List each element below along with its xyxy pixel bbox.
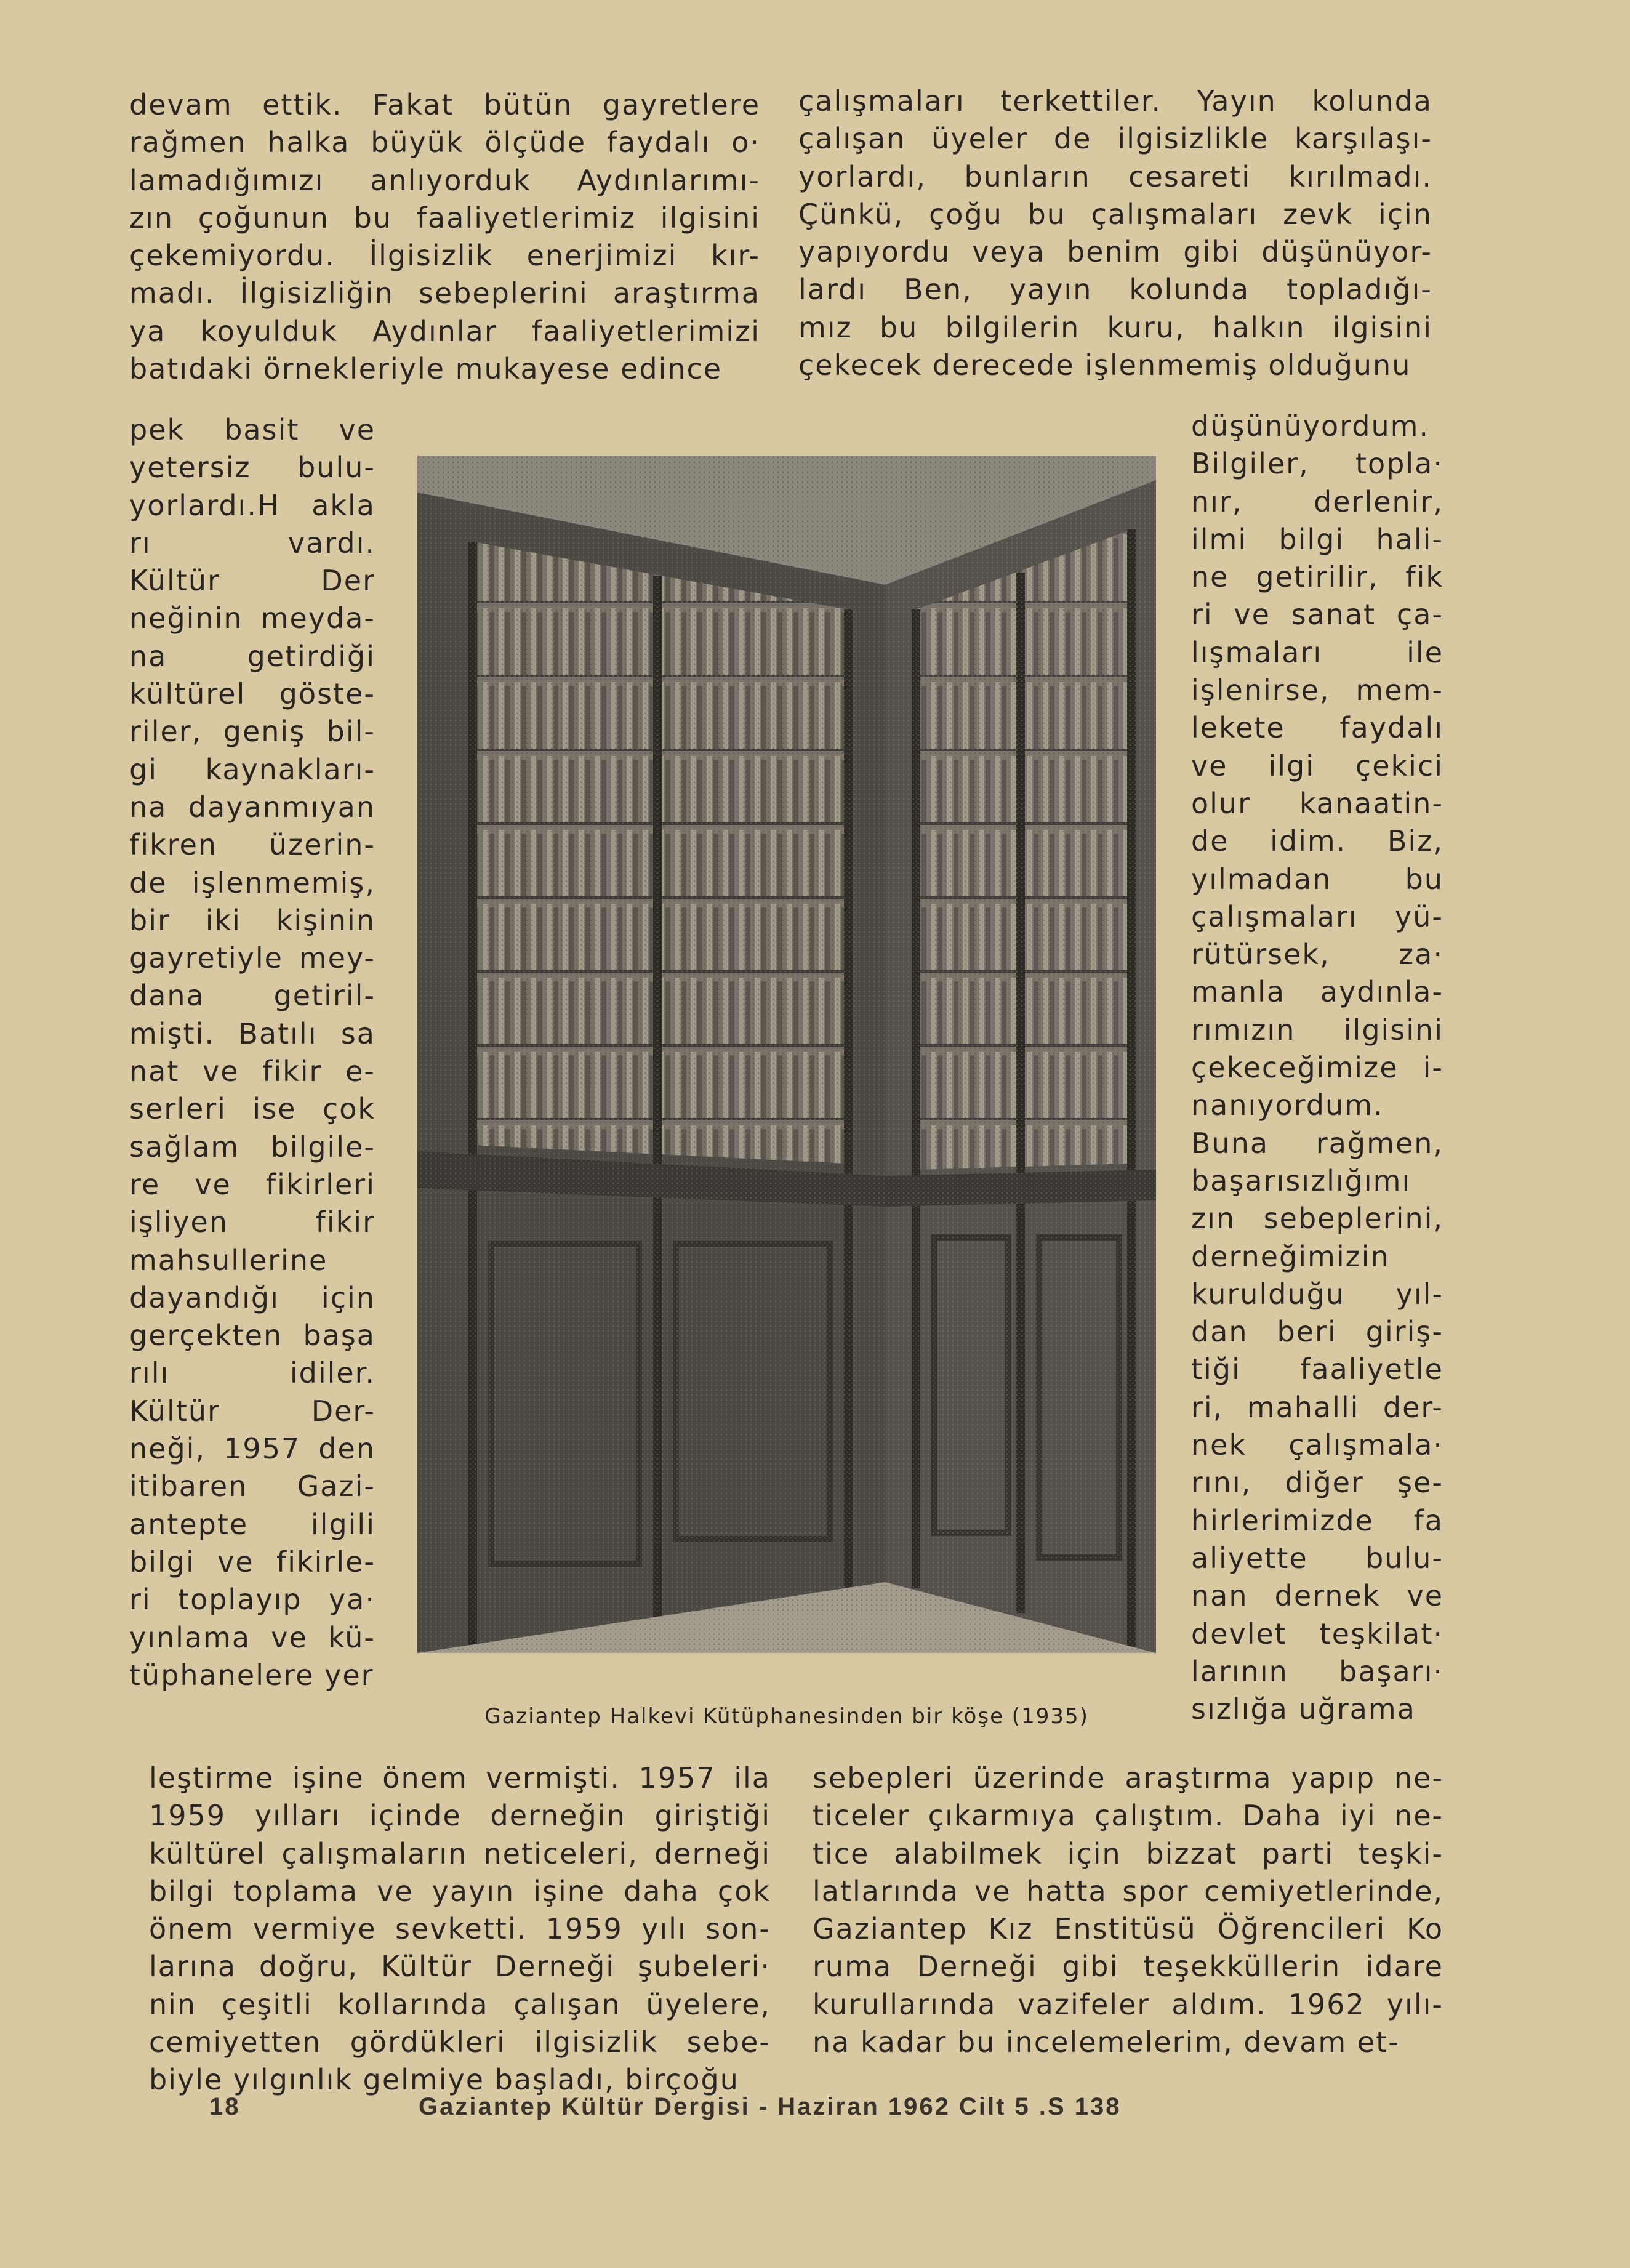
text-line: önem vermiye sevketti. 1959 yılı son-	[149, 1912, 771, 1946]
text-line: mız bu bilgilerin kuru, halkın ilgisini	[798, 310, 1432, 344]
text-line: sağlam bilgile-	[129, 1130, 375, 1164]
text-line: nek çalışmala·	[1191, 1428, 1443, 1462]
text-line: ri ve sanat ça-	[1191, 598, 1443, 632]
text-line: yılmadan bu	[1191, 862, 1443, 896]
article-right-narrow	[1191, 408, 1443, 1728]
text-line: hirlerimizde fa	[1191, 1503, 1443, 1537]
text-line: antepte ilgili	[129, 1507, 375, 1541]
text-line: pek basit ve	[129, 413, 375, 446]
text-line: lışmaları ile	[1191, 635, 1443, 669]
text-line: Kültür Der	[129, 564, 375, 598]
text-line: bir iki kişinin	[129, 903, 375, 937]
text-line: serleri ise çok	[129, 1092, 375, 1126]
text-line: çekemiyordu. İlgisizlik enerjimizi kır-	[129, 239, 760, 273]
text-line: rımızın ilgisini	[1191, 1013, 1443, 1047]
text-line: dan beri giriş-	[1191, 1315, 1443, 1349]
text-line: biyle yılgınlık gelmiye başladı, birçoğu	[149, 2063, 739, 2097]
text-line: madı. İlgisizliğin sebeplerini araştırma	[129, 276, 760, 310]
text-line: ve ilgi çekici	[1191, 749, 1443, 782]
text-line: yınlama ve kü-	[129, 1620, 375, 1654]
text-line: bilgi toplama ve yayın işine daha çok	[149, 1874, 771, 1908]
text-line: çekeceğimize i-	[1191, 1051, 1443, 1085]
text-line: Buna rağmen,	[1191, 1126, 1443, 1160]
text-line: na getirdiği	[129, 639, 375, 673]
text-line: yorlardı, bunların cesareti kırılmadı.	[798, 159, 1432, 193]
text-line: sebepleri üzerinde araştırma yapıp ne-	[813, 1761, 1443, 1795]
text-line: ri toplayıp ya·	[129, 1583, 375, 1617]
article-right-bottom	[813, 1759, 1443, 2061]
text-line: lamadığımızı anlıyorduk Aydınlarımı-	[129, 163, 760, 197]
text-line: gerçekten başa	[129, 1319, 375, 1353]
text-line: devam ettik. Fakat bütün gayretlere	[129, 88, 760, 121]
text-line: Kültür Der-	[129, 1394, 375, 1428]
text-line: işliyen fikir	[129, 1205, 375, 1239]
text-line: çalışmaları terkettiler. Yayın kolunda	[798, 84, 1432, 118]
text-line: nat ve fikir e-	[129, 1055, 375, 1088]
text-line: başarısızlığımı	[1191, 1164, 1411, 1197]
text-line: mişti. Batılı sa	[129, 1016, 375, 1050]
text-line: aliyette bulu-	[1191, 1541, 1443, 1575]
text-line: çekecek derecede işlenmemiş olduğunu	[798, 348, 1411, 382]
magazine-masthead: Gaziantep Kültür Dergisi - Haziran 1962 Cilt 5 .S 138	[419, 2093, 1122, 2120]
text-line: çalışmaları yü-	[1191, 899, 1443, 933]
text-line: na kadar bu incelemelerim, devam et-	[813, 2025, 1400, 2059]
text-line: rı vardı.	[129, 526, 375, 560]
text-line: bilgi ve fikirle-	[129, 1545, 375, 1578]
text-line: neğinin meyda-	[129, 601, 375, 635]
text-line: ya koyulduk Aydınlar faaliyetlerimizi	[129, 314, 760, 348]
article-left-top	[129, 86, 760, 388]
text-line: yapıyordu veya benim gibi düşünüyor-	[798, 235, 1432, 269]
text-line: de işlenmemiş,	[129, 866, 375, 899]
article-left-narrow	[129, 411, 375, 1694]
text-line: yetersiz bulu-	[129, 451, 375, 485]
text-line: Gaziantep Kız Enstitüsü Öğrencileri Ko	[813, 1912, 1443, 1946]
text-line: larının başarı·	[1191, 1654, 1443, 1688]
text-line: nanıyordum.	[1191, 1088, 1384, 1122]
text-line: re ve fikirleri	[129, 1167, 375, 1201]
text-line: kültürel göste-	[129, 677, 375, 711]
text-line: ilmi bilgi hali-	[1191, 522, 1443, 556]
text-line: olur kanaatin-	[1191, 786, 1443, 820]
text-line: gi kaynakları-	[129, 752, 375, 786]
text-line: riler, geniş bil-	[129, 715, 375, 749]
text-line: lekete faydalı	[1191, 711, 1443, 745]
text-line: itibaren Gazi-	[129, 1470, 375, 1503]
text-line: leştirme işine önem vermişti. 1957 ila	[149, 1761, 771, 1795]
text-line: dayandığı için	[129, 1281, 375, 1314]
text-line: devlet teşkilat·	[1191, 1617, 1443, 1651]
text-line: Bilgiler, topla·	[1191, 447, 1443, 481]
text-line: manla aydınla-	[1191, 975, 1443, 1009]
text-line: fikren üzerin-	[129, 828, 375, 862]
text-line: kültürel çalışmaların neticeleri, derneği	[149, 1836, 771, 1870]
text-line: dana getiril-	[129, 979, 375, 1013]
text-line: tiği faaliyetle	[1191, 1353, 1443, 1386]
text-line: mahsullerine	[129, 1243, 328, 1277]
text-line: batıdaki örnekleriyle mukayese edince	[129, 352, 723, 386]
text-line: nin çeşitli kollarında çalışan üyelere,	[149, 1987, 771, 2021]
article-left-bottom	[149, 1759, 771, 2099]
text-line: larına doğru, Kültür Derneği şubeleri·	[149, 1950, 771, 1984]
text-line: neği, 1957 den	[129, 1432, 375, 1466]
text-line: kurullarında vazifeler aldım. 1962 yılı-	[813, 1987, 1443, 2021]
text-line: nır, derlenir,	[1191, 485, 1443, 518]
text-line: na dayanmıyan	[129, 790, 375, 824]
text-line: cemiyetten gördükleri ilgisizlik sebe-	[149, 2025, 771, 2059]
text-line: rağmen halka büyük ölçüde faydalı o·	[129, 126, 760, 159]
text-line: rılı idiler.	[129, 1356, 375, 1390]
text-line: ticeler çıkarmıya çalıştım. Daha iyi ne-	[813, 1799, 1443, 1833]
text-line: işlenirse, mem-	[1191, 674, 1443, 707]
text-line: ne getirilir, fik	[1191, 560, 1443, 594]
text-line: ruma Derneği gibi teşekküllerin idare	[813, 1950, 1443, 1984]
text-line: yorlardı.H akla	[129, 488, 375, 522]
text-line: rını, diğer şe-	[1191, 1466, 1443, 1500]
text-line: kurulduğu yıl-	[1191, 1277, 1443, 1311]
text-line: ri, mahalli der-	[1191, 1390, 1443, 1424]
text-line: 1959 yılları içinde derneğin giriştiği	[149, 1799, 771, 1833]
text-line: zın sebeplerini,	[1191, 1202, 1443, 1236]
text-line: lardı Ben, yayın kolunda topladığı-	[798, 273, 1432, 307]
text-line: Çünkü, çoğu bu çalışmaları zevk için	[798, 197, 1432, 231]
text-line: zın çoğunun bu faaliyetlerimiz ilgisini	[129, 201, 760, 235]
library-corner-photo	[417, 456, 1156, 1653]
page-number: 18	[209, 2093, 241, 2120]
text-line: gayretiyle mey-	[129, 941, 375, 975]
photo-caption: Gaziantep Halkevi Kütüphanesinden bir köşe (1935)	[484, 1704, 1089, 1729]
text-line: sızlığa uğrama	[1191, 1692, 1416, 1726]
article-right-top	[798, 82, 1432, 384]
text-line: derneğimizin	[1191, 1239, 1390, 1273]
text-line: tüphanelere yer	[129, 1658, 374, 1692]
text-line: latlarında ve hatta spor cemiyetlerinde,	[813, 1874, 1443, 1908]
text-line: de idim. Biz,	[1191, 824, 1443, 858]
text-line: rütürsek, za·	[1191, 938, 1443, 971]
text-line: nan dernek ve	[1191, 1579, 1443, 1613]
text-line: çalışan üyeler de ilgisizlikle karşılaşı-	[798, 122, 1432, 156]
text-line: tice alabilmek için bizzat parti teşki-	[813, 1836, 1443, 1870]
text-line: düşünüyordum.	[1191, 409, 1430, 443]
